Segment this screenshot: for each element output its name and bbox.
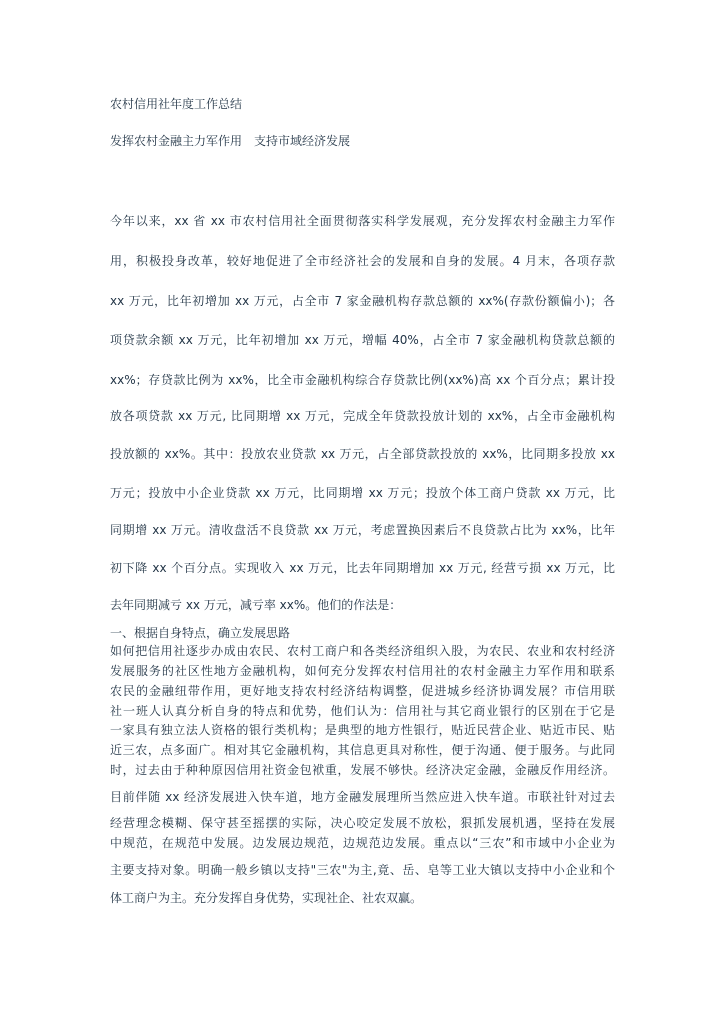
document-subtitle: 发挥农村金融主力军作用 支持市域经济发展 [110,134,351,148]
section1-line: 目前伴随 xx 经济发展进入快车道，地方金融发展理所当然应进入快车道。市联社针对过去 [110,790,615,804]
intro-line: 去年同期减亏 xx 万元，减亏率 xx%。他们的作法是： [110,598,402,612]
section1-line: 经营理念模糊、保守甚至摇摆的实际，决心咬定发展不放松，狠抓发展机遇，坚持在发展 [110,816,615,830]
intro-line: xx%；存贷款比例为 xx%，比全市金融机构综合存贷款比例(xx%)高 xx 个百分点；累计投 [110,373,615,387]
section1-line: 发展服务的社区性地方金融机构，如何充分发挥农村信用社的农村金融主力军作用和联系 [110,664,615,678]
intro-line: 万元；投放中小企业贷款 xx 万元，比同期增 xx 万元；投放个体工商户贷款 xx 万元，比 [110,486,615,500]
intro-line: 初下降 xx 个百分点。实现收入 xx 万元，比去年同期增加 xx 万元, 经营亏损 xx 万元，比 [110,561,615,575]
intro-line: 用，积极投身改革，较好地促进了全市经济社会的发展和自身的发展。4 月末，各项存款 [110,254,615,268]
intro-line: xx 万元，比年初增加 xx 万元，占全市 7 家金融机构存款总额的 xx%(存款份额偏小)；各 [110,294,615,308]
section1-line: 中规范，在规范中发展。边发展边规范，边规范边发展。重点以“三农”和市域中小企业为 [110,836,615,850]
section1-heading: 一、根据自身特点，确立发展思路 [110,626,291,640]
document-title: 农村信用社年度工作总结 [110,97,243,111]
section1-line: 时，过去由于种种原因信用社资金包袱重，发展不够快。经济决定金融，金融反作用经济。 [110,763,615,777]
intro-line: 同期增 xx 万元。清收盘活不良贷款 xx 万元，考虑置换因素后不良贷款占比为 xx%，比年 [110,523,615,537]
intro-line: 放各项贷款 xx 万元, 比同期增 xx 万元，完成全年贷款投放计划的 xx%，占全市金融机构 [110,409,615,423]
intro-line: 今年以来，xx 省 xx 市农村信用社全面贯彻落实科学发展观，充分发挥农村金融主力军作 [110,214,615,228]
intro-line: 投放额的 xx%。其中：投放农业贷款 xx 万元，占全部贷款投放的 xx%，比同期多投放 xx [110,447,615,461]
section1-line: 一家具有独立法人资格的银行类机构；是典型的地方性银行，贴近民营企业、贴近市民、贴 [110,723,615,737]
section1-line: 近三农，点多面广。相对其它金融机构，其信息更具对称性，便于沟通、便于服务。与此同 [110,743,615,757]
section1-line: 主要支持对象。明确一般乡镇以支持"三农"为主,竟、岳、皂等工业大镇以支持中小企业和个 [110,863,615,877]
section1-line: 社一班人认真分析自身的特点和优势，他们认为：信用社与其它商业银行的区别在于它是 [110,704,615,718]
section1-line: 农民的金融纽带作用，更好地支持农村经济结构调整，促进城乡经济协调发展？市信用联 [110,684,615,698]
intro-line: 项贷款余额 xx 万元，比年初增加 xx 万元，增幅 40%，占全市 7 家金融机构贷款总额的 [110,333,615,347]
section1-line: 如何把信用社逐步办成由农民、农村工商户和各类经济组织入股，为农民、农业和农村经济 [110,644,615,658]
section1-line: 体工商户为主。充分发挥自身优势，实现社企、社农双赢。 [110,891,423,905]
